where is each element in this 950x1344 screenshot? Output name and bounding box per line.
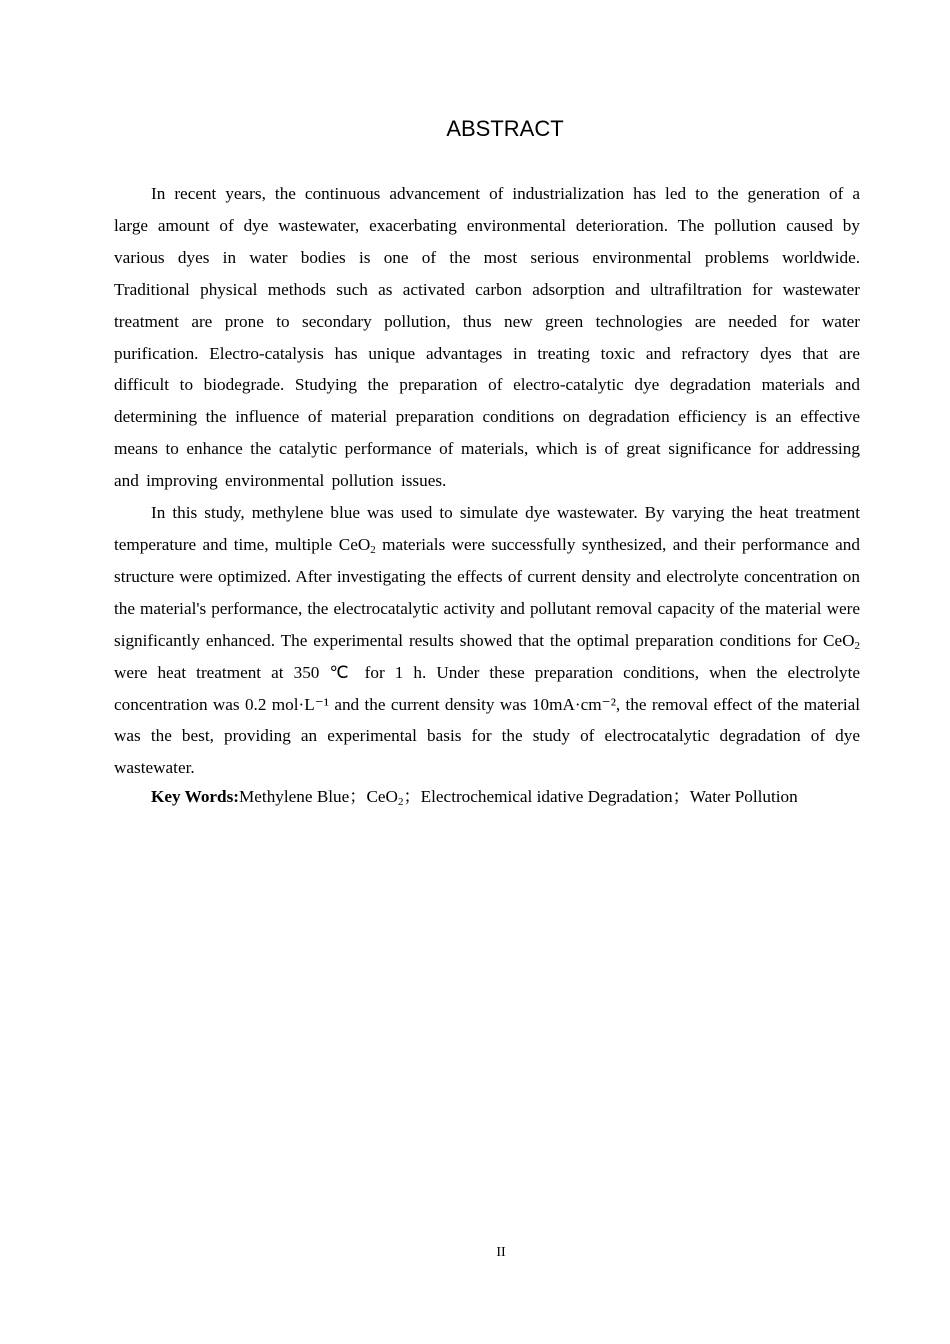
subscript: 2 — [397, 796, 404, 809]
subscript: 2 — [854, 639, 860, 652]
abstract-paragraph-1: In recent years, the continuous advancement of industrialization has led to the generation of a large amount of dye wastewater, exacerbating environmental deterioration. The pollution caused by various dyes in water bodies is one of the most serious environmental problems worldwide. Traditional physical methods such as activated carbon adsorption and ultrafiltration for wastewater treatment are prone to secondary pollution, thus new green technologies are needed for water purification. Electro-catalysis has unique advantages in treating toxic and refractory dyes that are difficult to biodegrade. Studying the preparation of electro-catalytic dye degradation materials and determining the influence of material preparation conditions on degradation efficiency is an effective means to enhance the catalytic performance of materials, which is of great significance for addressing and improving environmental pollution issues. — [114, 184, 860, 491]
keywords-text: ；Electrochemical idative Degradation；Water Pollution — [403, 787, 798, 807]
paragraph-2-text: were heat treatment at 350 ℃ for 1 h. Under these preparation conditions, when the electrolyte concentration was 0.2 mol·L⁻¹ and the current density was 10mA·cm⁻², the removal effect of the material was the best, providing an experimental basis for the study of electrocatalytic degradation of dye wastewater. — [114, 662, 860, 778]
keywords-label: Key Words: — [151, 787, 240, 807]
page-number: II — [496, 1245, 506, 1260]
paragraph-2-text: materials were successfully synthesized, and their performance and structure were optimized. After investigating the effects of current density and electrolyte concentration on the material's performance, the electrocatalytic activity and pollutant removal capacity of the material were significantly enhanced. The experimental results showed that the optimal preparation conditions for CeO — [114, 534, 860, 650]
subscript: 2 — [370, 543, 376, 556]
abstract-body — [114, 178, 860, 810]
abstract-paragraph-2 — [114, 497, 860, 784]
paragraph-2-text: In this study, methylene blue was used to simulate dye wastewater. By varying the heat treatment temperature and time, multiple CeO — [114, 503, 860, 554]
keywords-line — [114, 784, 860, 810]
abstract-title: ABSTRACT — [446, 116, 564, 141]
keywords-text: Methylene Blue；CeO — [239, 787, 398, 807]
